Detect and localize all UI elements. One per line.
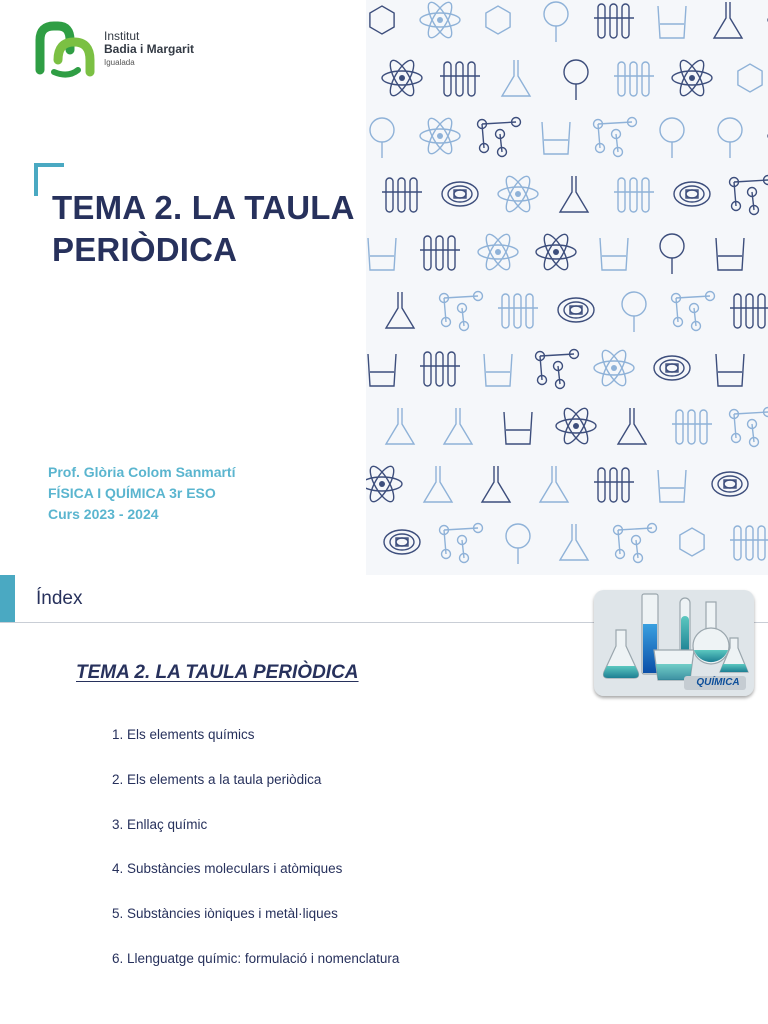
science-doodle-icon [366,0,768,575]
index-item: 2. Els elements a la taula periòdica [112,771,322,787]
subject-name: FÍSICA I QUÍMICA 3r ESO [48,485,216,501]
cover-title-line-1: TEMA 2. LA TAULA [52,189,355,226]
institut-logo [34,20,214,80]
index-slide [0,575,768,1024]
logo-line-2: Badia i Margarit [104,42,195,56]
index-item: 5. Substàncies iòniques i metàl·liques [112,906,338,922]
science-doodle-pattern [366,0,768,575]
index-heading: Índex [36,588,83,609]
logo-line-1: Institut [104,29,140,43]
index-item: 1. Els elements químics [112,727,255,742]
cover-title [52,187,362,271]
logo-line-3: Igualada [104,58,135,67]
index-item: 4. Substàncies moleculars i atòmiques [112,861,343,877]
cover-title-line-2: PERIÒDICA [52,231,238,268]
index-topic-title: TEMA 2. LA TAULA PERIÒDICA [76,662,359,683]
index-item: 6. Llenguatge químic: formulació i nomenclatura [112,950,400,966]
cover-credits [48,462,235,525]
index-accent-bar [0,575,15,623]
quimica-image [594,590,754,696]
course-year: Curs 2023 - 2024 [48,506,159,522]
logo-text [104,30,194,69]
logo-mark-icon [34,20,96,80]
index-list [112,727,399,996]
author-name: Prof. Glòria Colom Sanmartí [48,464,236,480]
quimica-label: QUÍMICA [696,677,740,688]
index-item: 3. Enllaç químic [112,816,208,832]
